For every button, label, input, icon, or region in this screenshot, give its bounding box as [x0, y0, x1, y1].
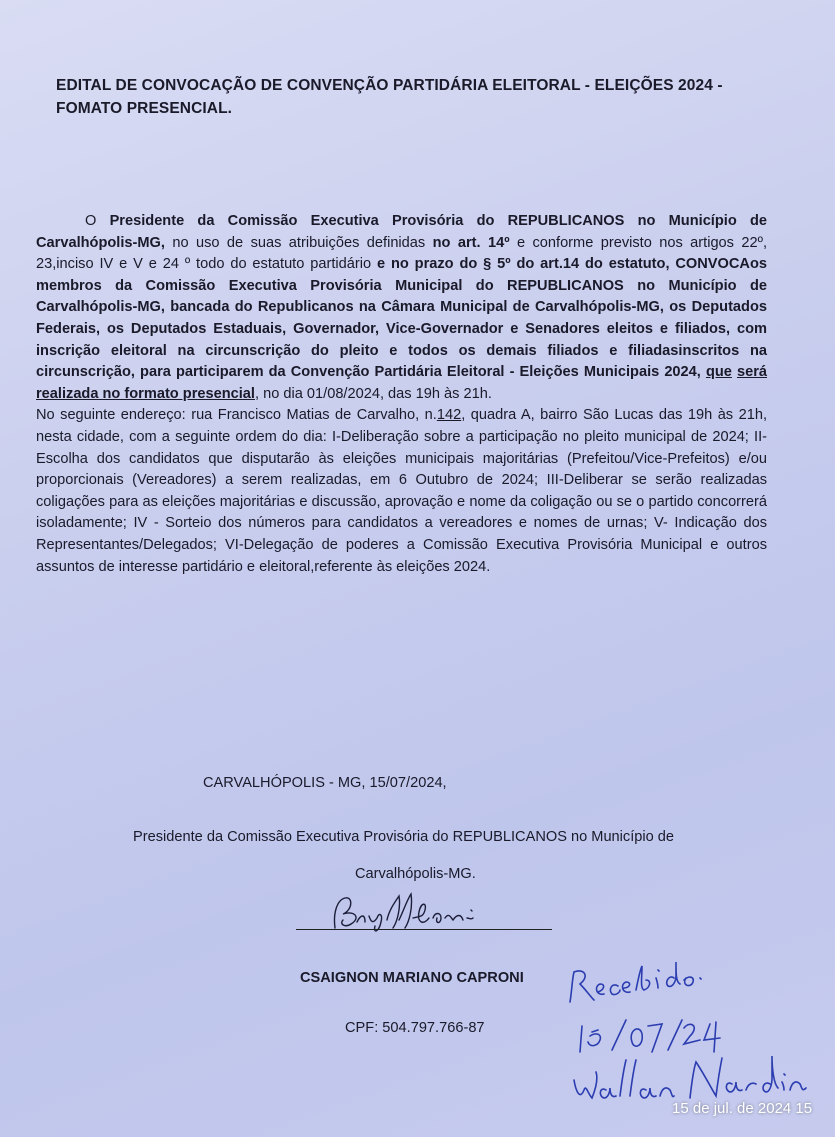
text-run: , no dia 01/08/2024, das 19h às 21h.	[254, 385, 492, 402]
document-body	[36, 211, 767, 578]
signatory-place: Carvalhópolis-MG.	[355, 866, 476, 882]
signatory-name: CSAIGNON MARIANO CAPRONI	[300, 970, 524, 986]
signature-line	[296, 929, 552, 930]
place-and-date: CARVALHÓPOLIS - MG, 15/07/2024,	[203, 775, 447, 791]
handwritten-receipt-note	[560, 960, 830, 1110]
signatory-cpf: CPF: 504.797.766-87	[345, 1020, 485, 1036]
text-run: , quadra A, bairro São Lucas das 19h às 21h, nesta cidade, com a seguinte ordem do dia: I-Deliberação sobre a participação no pleito municipal de 2024; II-Escolha dos candidatos que disputarão às eleições municipais majoritárias (Prefeitou/Vice-Prefeitos) e/ou proporcionais (Vereadores) a serem realizadas, em 6 Outubro de 2024; III-Deliberar se serão realizadas coligações para as eleições majoritárias e discussão, aprovação e nome da coligação ou se o partido concorrerá isoladamente; IV - Sorteio dos números para candidatos a vereadores e nomes de urnas; V- Indicação dos Representantes/Delegados; VI-Delegação de poderes a Comissão Executiva Provisória Municipal e outros assuntos de interesse partidário e eleitoral,referente às eleições 2024.	[36, 407, 767, 575]
document-title: EDITAL DE CONVOCAÇÃO DE CONVENÇÃO PARTIDÁRIA ELEITORAL - ELEIÇÕES 2024 - FOMATO PRESENCIAL.	[56, 77, 723, 117]
text-run-bold: e no prazo do § 5º do art.14 do estatuto, CONVOCAos membros da Comissão Executiva Provisória Municipal do REPUBLICANOS no Município de Carvalhópolis-MG, bancada do Republicanos na Câmara Municipal de Carvalhópolis-MG, os Deputados Federais, os Deputados Estaduais, Governador, Vice-Governador e Senadores eleitos e filiados, com inscrição eleitoral na circunscrição do pleito e todos os demais filiados e filiadasinscritos na circunscrição, para participarem da Convenção Partidária Eleitoral - Eleições Municipais 2024,	[36, 256, 768, 381]
text-run-bold: no art. 14º	[432, 234, 510, 251]
text-run-bold-underlined: que	[705, 364, 732, 381]
text-run-bold: Presidente da Comissão Executiva Provisória do REPUBLICANOS no Município de Carvalhópolis-MG,	[36, 213, 767, 251]
photo-timestamp: 15 de jul. de 2024 15	[672, 1100, 813, 1117]
signatory-role: Presidente da Comissão Executiva Provisória do REPUBLICANOS no Município de	[133, 829, 675, 845]
text-run: no uso de suas atribuições definidas	[164, 234, 433, 251]
text-run: O	[85, 213, 110, 229]
handwritten-signature	[295, 888, 525, 938]
text-run: No seguinte endereço: rua Francisco Matias de Carvalho, n.	[36, 407, 437, 424]
text-run-bold-underlined: será realizada no formato presencial	[36, 364, 768, 402]
paragraph-convocation	[36, 211, 767, 405]
text-run: e conforme previsto nos artigos 22º, 23,inciso IV e V e 24 º todo do estatuto partidário	[36, 234, 767, 273]
paragraph-address-agenda	[36, 405, 767, 578]
text-run-underlined: 142	[436, 407, 462, 424]
